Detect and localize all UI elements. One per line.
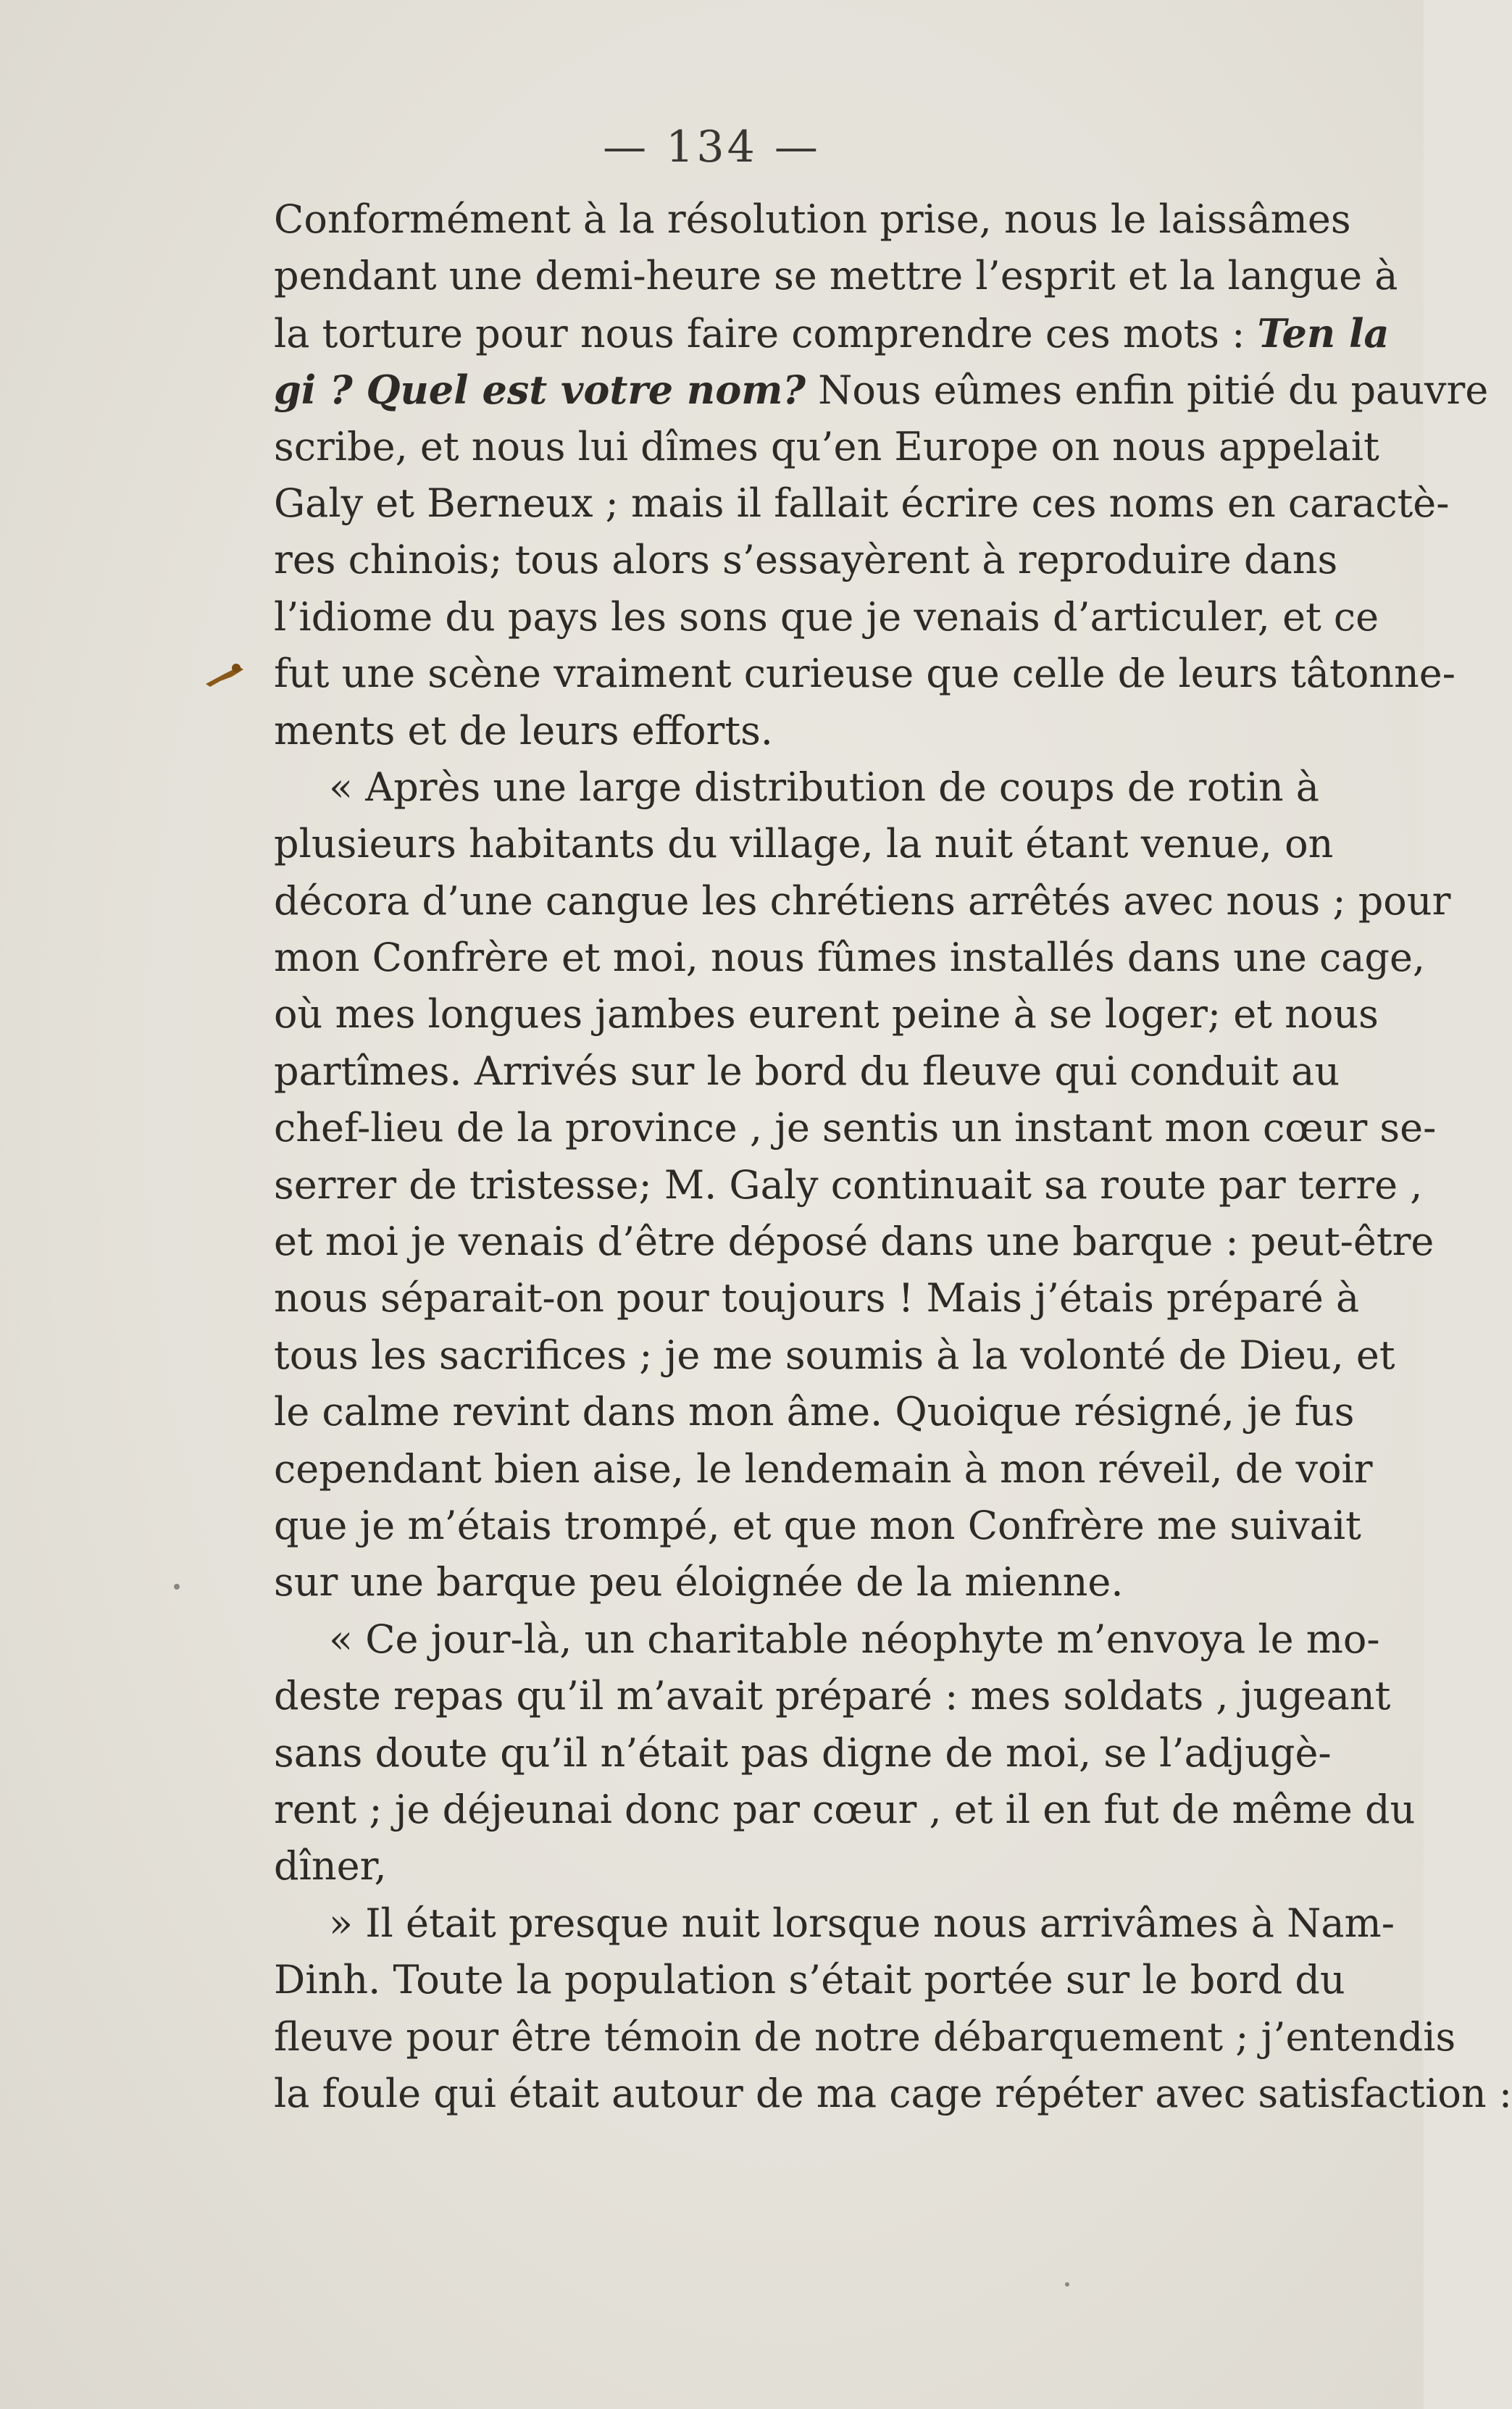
- text-line: dîner,: [274, 1843, 387, 1890]
- ink-mark-icon: [203, 659, 246, 688]
- text-line: scribe, et nous lui dîmes qu’en Europe on nous appelait: [274, 423, 1379, 469]
- text-line: partîmes. Arrivés sur le bord du fleuve qui conduit au: [274, 1048, 1340, 1094]
- text-line: pendant une demi-heure se mettre l’esprit et la langue à: [274, 253, 1398, 299]
- text-line: décora d’une cangue les chrétiens arrêtés avec nous ; pour: [274, 877, 1451, 924]
- text-line: que je m’étais trompé, et que mon Confrère me suivait: [274, 1502, 1361, 1548]
- text-line: la torture pour nous faire comprendre ces mots : Ten la: [274, 309, 1390, 356]
- text-line: le calme revint dans mon âme. Quoique résigné, je fus: [274, 1389, 1355, 1435]
- text-line: res chinois; tous alors s’essayèrent à reproduire dans: [274, 537, 1338, 583]
- text-line: cependant bien aise, le lendemain à mon réveil, de voir: [274, 1445, 1373, 1492]
- text-line: » Il était presque nuit lorsque nous arrivâmes à Nam-: [329, 1900, 1395, 1946]
- speck: [174, 1584, 180, 1590]
- body-text: [274, 191, 1512, 2122]
- text-line: plusieurs habitants du village, la nuit étant venue, on: [274, 821, 1334, 867]
- text-line: fut une scène vraiment curieuse que celle de leurs tâtonne-: [274, 651, 1455, 697]
- text-line: Conformément à la résolution prise, nous le laissâmes: [274, 196, 1351, 242]
- text-line: Galy et Berneux ; mais il fallait écrire ces noms en caractè-: [274, 480, 1450, 526]
- text-line: sans doute qu’il n’était pas digne de moi, se l’adjugè-: [274, 1729, 1332, 1776]
- text-line: serrer de tristesse; M. Galy continuait sa route par terre ,: [274, 1161, 1423, 1208]
- text-line: où mes longues jambes eurent peine à se loger; et nous: [274, 991, 1379, 1038]
- text-line: gi ? Quel est votre nom? Nous eûmes enfin pitié du pauvre: [274, 367, 1489, 414]
- page-number: — 134 —: [603, 122, 821, 172]
- text-line: deste repas qu’il m’avait préparé : mes soldats , jugeant: [274, 1673, 1391, 1719]
- text-line: fleuve pour être témoin de notre débarquement ; j’entendis: [274, 2013, 1456, 2060]
- text-line: mon Confrère et moi, nous fûmes installés dans une cage,: [274, 935, 1426, 981]
- text-line: « Ce jour-là, un charitable néophyte m’envoya le mo-: [329, 1616, 1380, 1662]
- text-line: « Après une large distribution de coups de rotin à: [329, 764, 1319, 810]
- text-line: chef-lieu de la province , je sentis un instant mon cœur se-: [274, 1105, 1437, 1151]
- text-line: la foule qui était autour de ma cage répéter avec satisfaction :: [274, 2070, 1512, 2116]
- text-line: nous séparait-on pour toujours ! Mais j’étais préparé à: [274, 1275, 1360, 1322]
- text-line: Dinh. Toute la population s’était portée sur le bord du: [274, 1957, 1345, 2003]
- text-line: et moi je venais d’être déposé dans une barque : peut-être: [274, 1219, 1434, 1265]
- text-line: rent ; je déjeunai donc par cœur , et il en fut de même du: [274, 1786, 1416, 1832]
- text-line: tous les sacrifices ; je me soumis à la volonté de Dieu, et: [274, 1332, 1395, 1378]
- text-line: l’idiome du pays les sons que je venais d’articuler, et ce: [274, 593, 1379, 640]
- speck: [1065, 2282, 1069, 2287]
- text-line: ments et de leurs efforts.: [274, 707, 773, 753]
- text-line: sur une barque peu éloignée de la mienne.: [274, 1559, 1124, 1606]
